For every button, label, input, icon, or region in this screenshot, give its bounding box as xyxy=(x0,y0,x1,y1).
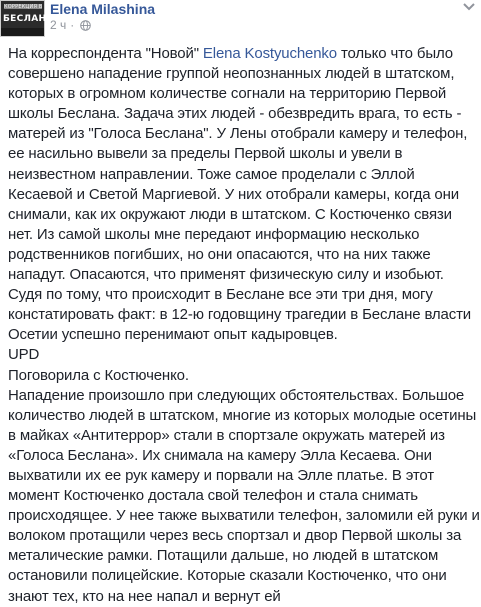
post-paragraph xyxy=(8,44,480,345)
post-paragraph: UPD xyxy=(8,346,40,364)
avatar-title: БЕСЛАНЕ xyxy=(3,14,53,24)
post-paragraph: Нападение произошло при следующих обстоятельствах. Большое количество людей в штатском, многие из которых молодые осетины в майках «Антитеррор» стали в спортзале окружать матерей из «Голоса Беслана». Их снимала на камеру Элла Кесаева. Они выхватили их ее рук камеру и порвали на Элле платье. В этот момент Костюченко достала свой телефон и стала снимать происходящее. У нее также выхватили телефон, заломили ей руки и волоком протащили через весь спортзал и двор Первой школы за металические рамки. Потащили дальше, но людей в штатском остановили полицейские. Которые сказали Костюченко, что они знают тех, кто на нее напал и вернут ей xyxy=(8,386,480,605)
timestamp[interactable]: 2 ч xyxy=(50,18,67,32)
chevron-down-icon[interactable] xyxy=(461,0,477,12)
separator-dot: · xyxy=(70,18,75,32)
post-meta xyxy=(50,18,91,32)
post-body xyxy=(8,44,480,607)
author-name[interactable]: Elena Milashina xyxy=(50,1,156,17)
avatar-caption: КОРРЕКЦИЯ В xyxy=(4,4,43,10)
post-paragraph: Поговорила с Костюченко. xyxy=(8,366,189,384)
paragraph-text: только что было совершено нападение группой неопознанных людей в штатском, которых в огромном количестве согнали на территорию Первой школы Беслана. Задача этих людей - обезвредить врага, то есть - матерей из "Голоса Беслана". У Лены отобрали камеру и телефон, ее насильно вывели за пределы Первой школы и увели в неизвестном направлении. Тоже самое проделали с Эллой Кесаевой и Светой Маргиевой. У них отобрали камеры, когда они снимали, как их окружают люди в штатском. С Костюченко связи нет. Из самой школы мне передают информацию несколько родственников погибших, но они опасаются, что на них также нападут. Опасаются, что применят физическую силу и изобьют. Судя по тому, что происходит в Беслане все эти три дня, могу констатировать факт: в 12-ю годовщину трагедии в Беслане власти Осетии успешно перенимают опыт кадыровцев. xyxy=(8,45,472,344)
paragraph-text: На корреспондента "Новой" xyxy=(8,45,203,62)
avatar[interactable] xyxy=(0,0,53,37)
avatar-footer xyxy=(1,28,44,36)
mention-link[interactable]: Elena Kostyuchenko xyxy=(202,45,337,62)
globe-icon[interactable] xyxy=(80,20,91,31)
post-header xyxy=(0,0,481,42)
